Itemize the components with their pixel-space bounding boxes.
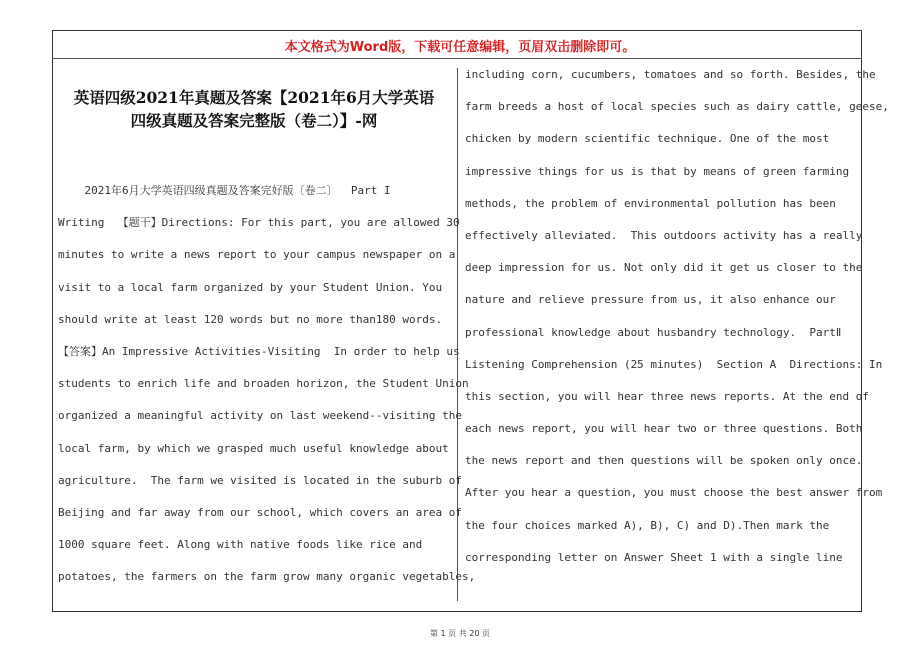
text-line: Beijing and far away from our school, which covers an area of (58, 505, 462, 519)
text-line: the four choices marked A), B), C) and D).Then mark the (465, 518, 830, 532)
text-line: professional knowledge about husbandry technology. PartⅡ (465, 325, 842, 339)
text-line: chicken by modern scientific technique. One of the most (465, 132, 830, 146)
title-line: 英语四级2021年真题及答案【2021年6月大学英语 (73, 88, 435, 107)
text-line: the news report and then questions will be spoken only once. (465, 454, 863, 468)
page-number: 第 1 页 共 20 页 (430, 629, 490, 638)
text-line: minutes to write a news report to your campus newspaper on a (58, 248, 456, 262)
column-divider (457, 68, 458, 601)
text-line: 【答案】An Impressive Activities-Visiting In order to help us (58, 344, 460, 358)
right-column (465, 65, 889, 580)
text-line: effectively alleviated. This outdoors activity has a really (465, 228, 863, 242)
text-line: organized a meaningful activity on last weekend--visiting the (58, 409, 462, 423)
title-line: 四级真题及答案完整版（卷二）】-网 (130, 111, 378, 130)
text-line: students to enrich life and broaden horizon, the Student Union (58, 377, 469, 391)
text-line: Listening Comprehension (25 minutes) Section A Directions: In (465, 357, 883, 371)
text-line: each news report, you will hear two or three questions. Both (465, 422, 863, 436)
text-line: this section, you will hear three news reports. At the end of (465, 389, 869, 403)
text-line: impressive things for us is that by means of green farming (465, 164, 850, 178)
header-notice: 本文格式为Word版，下载可任意编辑，页眉双击删除即可。 (284, 40, 636, 55)
text-line: should write at least 120 words but no more than180 words. (58, 312, 443, 326)
text-line: After you hear a question, you must choose the best answer from (465, 486, 883, 500)
header-divider (52, 58, 862, 59)
document-title (58, 86, 450, 132)
left-column (58, 181, 476, 599)
text-line: local farm, by which we grasped much useful knowledge about (58, 441, 449, 455)
text-line: farm breeds a host of local species such as dairy cattle, geese, (465, 100, 889, 114)
text-line: methods, the problem of environmental pollution has been (465, 196, 836, 210)
text-line: corresponding letter on Answer Sheet 1 with a single line (465, 550, 843, 564)
text-line: agriculture. The farm we visited is located in the suburb of (58, 473, 462, 487)
text-line: deep impression for us. Not only did it get us closer to the (465, 261, 863, 275)
text-line: visit to a local farm organized by your Student Union. You (58, 280, 443, 294)
text-line: 2021年6月大学英语四级真题及答案完好版〔卷二〕 Part I (58, 184, 391, 197)
text-line: Writing 【题干】Directions: For this part, you are allowed 30 (58, 216, 460, 230)
text-line: potatoes, the farmers on the farm grow many organic vegetables, (58, 570, 476, 584)
text-line: nature and relieve pressure from us, it also enhance our (465, 293, 836, 307)
text-line: 1000 square feet. Along with native foods like rice and (58, 538, 423, 552)
text-line: including corn, cucumbers, tomatoes and so forth. Besides, the (465, 68, 876, 81)
